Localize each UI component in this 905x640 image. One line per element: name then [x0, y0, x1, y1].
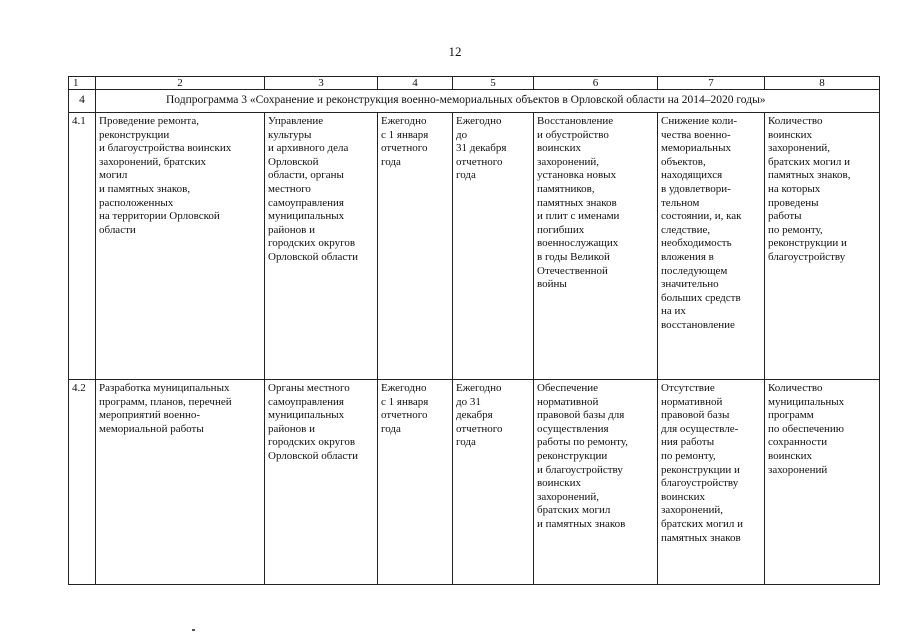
subprogram-id: 4: [69, 90, 96, 113]
consequences-cell: [658, 113, 765, 380]
indicator-cell: [765, 380, 880, 585]
measure-cell: [96, 113, 265, 380]
consequences-text: Снижение коли- чества военно- мемориальных объектов, находящихся в удовлетвори- тельном состоянии, и, как следствие, необходимость вложения в последующем значительно больших средств на их восстановление: [661, 115, 742, 331]
end-date-text: Ежегодно до 31 декабря отчетного года: [456, 382, 503, 449]
executor-text: Управление культуры и архивного дела Орловской области, органы местного самоуправления муниципальных районов и городских округов Орловской области: [268, 115, 358, 263]
row-id-text: 4.2: [72, 382, 86, 394]
result-text: Обеспечение нормативной правовой базы для осуществления работы по ремонту, реконструкции и благоустройству воинских захоронений, братских могил и памятных знаков: [537, 382, 628, 530]
table-row: [69, 380, 880, 585]
end-date-text: Ежегодно до 31 декабря отчетного года: [456, 115, 507, 182]
indicator-text: Количество воинских захоронений, братских могил и памятных знаков, на которых проведены работы по ремонту, реконструкции и благоустройству: [768, 115, 851, 263]
subprogram-title: Подпрограмма 3 «Сохранение и реконструкция военно-мемориальных объектов в Орловской области на 2014–2020 годы»: [96, 90, 880, 113]
measure-text: Проведение ремонта, реконструкции и благоустройства воинских захоронений, братских могил и памятных знаков, расположенных на территории Орловской области: [99, 115, 232, 236]
column-number: 4: [378, 77, 453, 90]
consequences-text: Отсутствие нормативной правовой базы для осуществле- ния работы по ремонту, реконструкции и благоустройству воинских захоронений, братских могил и памятных знаков: [661, 382, 743, 544]
executor-text: Органы местного самоуправления муниципальных районов и городских округов Орловской области: [268, 382, 358, 462]
row-id: [69, 380, 96, 585]
column-number: 1: [69, 77, 96, 90]
executor-cell: [265, 380, 378, 585]
result-cell: [534, 380, 658, 585]
start-date-text: Ежегодно с 1 января отчетного года: [381, 382, 429, 435]
indicator-text: Количество муниципальных программ по обеспечению сохранности воинских захоронений: [768, 382, 845, 476]
measure-cell: [96, 380, 265, 585]
end-date-cell: [453, 380, 534, 585]
column-number: 8: [765, 77, 880, 90]
page-number: 12: [448, 44, 462, 59]
start-date-cell: [378, 380, 453, 585]
column-number: 6: [534, 77, 658, 90]
column-number: 3: [265, 77, 378, 90]
subprogram-row: [69, 90, 880, 113]
row-id-text: 4.1: [72, 115, 86, 127]
scan-speck: [192, 629, 195, 631]
row-id: [69, 113, 96, 380]
result-cell: [534, 113, 658, 380]
result-text: Восстановление и обустройство воинских захоронений, установка новых памятников, памятных знаков и плит с именами погибших военнослужащих в годы Великой Отечественной войны: [537, 115, 620, 291]
column-number: 5: [453, 77, 534, 90]
column-number-row: [69, 77, 880, 90]
start-date-cell: [378, 113, 453, 380]
indicator-cell: [765, 113, 880, 380]
consequences-cell: [658, 380, 765, 585]
start-date-text: Ежегодно с 1 января отчетного года: [381, 115, 429, 168]
measure-text: Разработка муниципальных программ, планов, перечней мероприятий военно- мемориальной работы: [99, 382, 232, 435]
column-number: 7: [658, 77, 765, 90]
measures-table: [68, 76, 880, 585]
table-row: [69, 113, 880, 380]
executor-cell: [265, 113, 378, 380]
end-date-cell: [453, 113, 534, 380]
column-number: 2: [96, 77, 265, 90]
